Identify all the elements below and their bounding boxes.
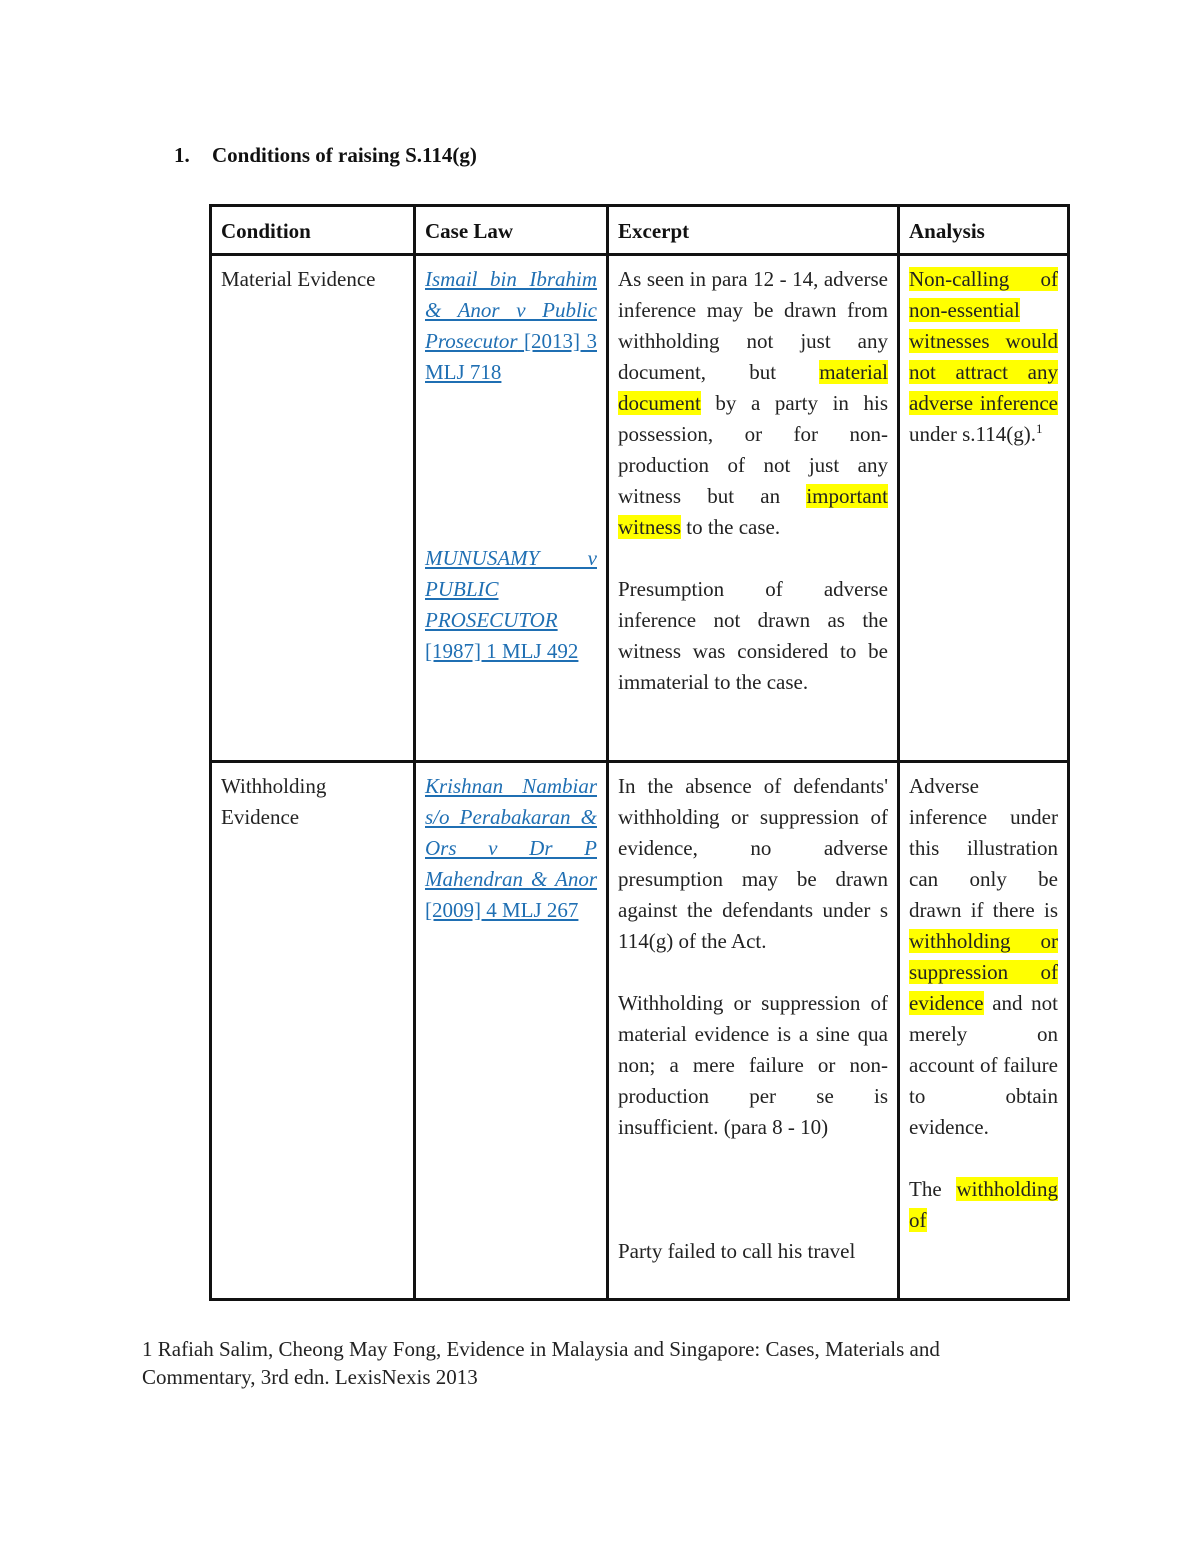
table-row — [211, 255, 1069, 762]
analysis-text: Adverse inference under this illustration can only be drawn if there is — [909, 774, 1058, 922]
analysis-cell — [899, 255, 1069, 762]
case-citation[interactable]: [2009] 4 MLJ 267 — [425, 898, 579, 922]
header-excerpt: Excerpt — [608, 206, 899, 255]
spacer — [618, 1143, 888, 1236]
excerpt-text: by a party in his possession, or for non-production of not just any witness but an — [618, 391, 888, 508]
case-link[interactable] — [425, 543, 597, 667]
excerpt-text: As seen in para 12 - 14, adverse inference may be drawn from withholding not just any document, but — [618, 267, 888, 384]
spacer — [425, 481, 597, 512]
spacer — [425, 388, 597, 481]
case-link[interactable] — [425, 264, 597, 388]
analysis-paragraph — [909, 771, 1058, 1143]
spacer — [618, 957, 888, 988]
excerpt-paragraph: Presumption of adverse inference not drawn as the witness was considered to be immaterial to the case. — [618, 577, 888, 694]
header-case-law: Case Law — [415, 206, 608, 255]
analysis-text: under s.114(g). — [909, 422, 1036, 446]
excerpt-paragraph — [618, 264, 888, 543]
conditions-table — [209, 204, 1070, 1301]
condition-label: Material Evidence — [221, 267, 376, 291]
excerpt-paragraph: Party failed to call his travel — [618, 1239, 856, 1263]
header-condition: Condition — [211, 206, 415, 255]
heading-number: 1. — [174, 143, 190, 167]
heading-title: Conditions of raising S.114(g) — [212, 143, 477, 167]
condition-label: Withholding Evidence — [221, 774, 327, 829]
excerpt-paragraph: In the absence of defendants' withholding or suppression of evidence, no adverse presumption may be drawn against the defendants under s 114(g) of the Act. — [618, 774, 888, 953]
section-heading — [174, 143, 477, 168]
case-law-cell — [415, 762, 608, 1300]
spacer — [425, 512, 597, 543]
case-name[interactable]: Ismail bin Ibrahim & Anor v Public Prosecutor — [425, 267, 597, 353]
excerpt-cell — [608, 255, 899, 762]
highlighted-text: Non-calling of non-essential witnesses would not attract any adverse inference — [909, 267, 1058, 415]
analysis-cell — [899, 762, 1069, 1300]
spacer — [909, 1143, 1058, 1174]
footnote-ref[interactable]: 1 — [1035, 421, 1043, 436]
condition-cell — [211, 255, 415, 762]
footnote: 1 Rafiah Salim, Cheong May Fong, Evidence in Malaysia and Singapore: Cases, Materials and Commentary, 3rd edn. LexisNexis 2013 — [142, 1337, 940, 1389]
highlighted-text: important witness — [618, 484, 888, 539]
table-header-row — [211, 206, 1069, 255]
highlighted-text: withholding or suppression of evidence — [909, 929, 1058, 1015]
highlighted-text: withholding of — [909, 1177, 1058, 1232]
spacer — [618, 543, 888, 574]
condition-cell — [211, 762, 415, 1300]
header-analysis: Analysis — [899, 206, 1069, 255]
analysis-text: The — [909, 1177, 957, 1201]
excerpt-paragraph: Withholding or suppression of material evidence is a sine qua non; a mere failure or non-production per se is insufficient. (para 8 - 10) — [618, 991, 888, 1139]
case-name[interactable]: MUNUSAMY v PUBLIC PROSECUTOR — [425, 546, 597, 632]
case-citation[interactable]: [2013] 3 MLJ 718 — [425, 329, 597, 384]
case-citation[interactable]: [1987] 1 MLJ 492 — [425, 639, 579, 663]
excerpt-text: to the case. — [681, 515, 781, 539]
table-row — [211, 762, 1069, 1300]
highlighted-text: material document — [618, 360, 888, 415]
analysis-text: and not merely on account of failure to obtain evidence. — [909, 991, 1058, 1139]
case-name[interactable]: Krishnan Nambiar s/o Perabakaran & Ors v Dr P Mahendran & Anor — [425, 774, 597, 891]
excerpt-cell — [608, 762, 899, 1300]
case-link[interactable] — [425, 771, 597, 926]
analysis-paragraph — [909, 1174, 1058, 1236]
case-law-cell — [415, 255, 608, 762]
analysis-paragraph — [909, 264, 1058, 450]
